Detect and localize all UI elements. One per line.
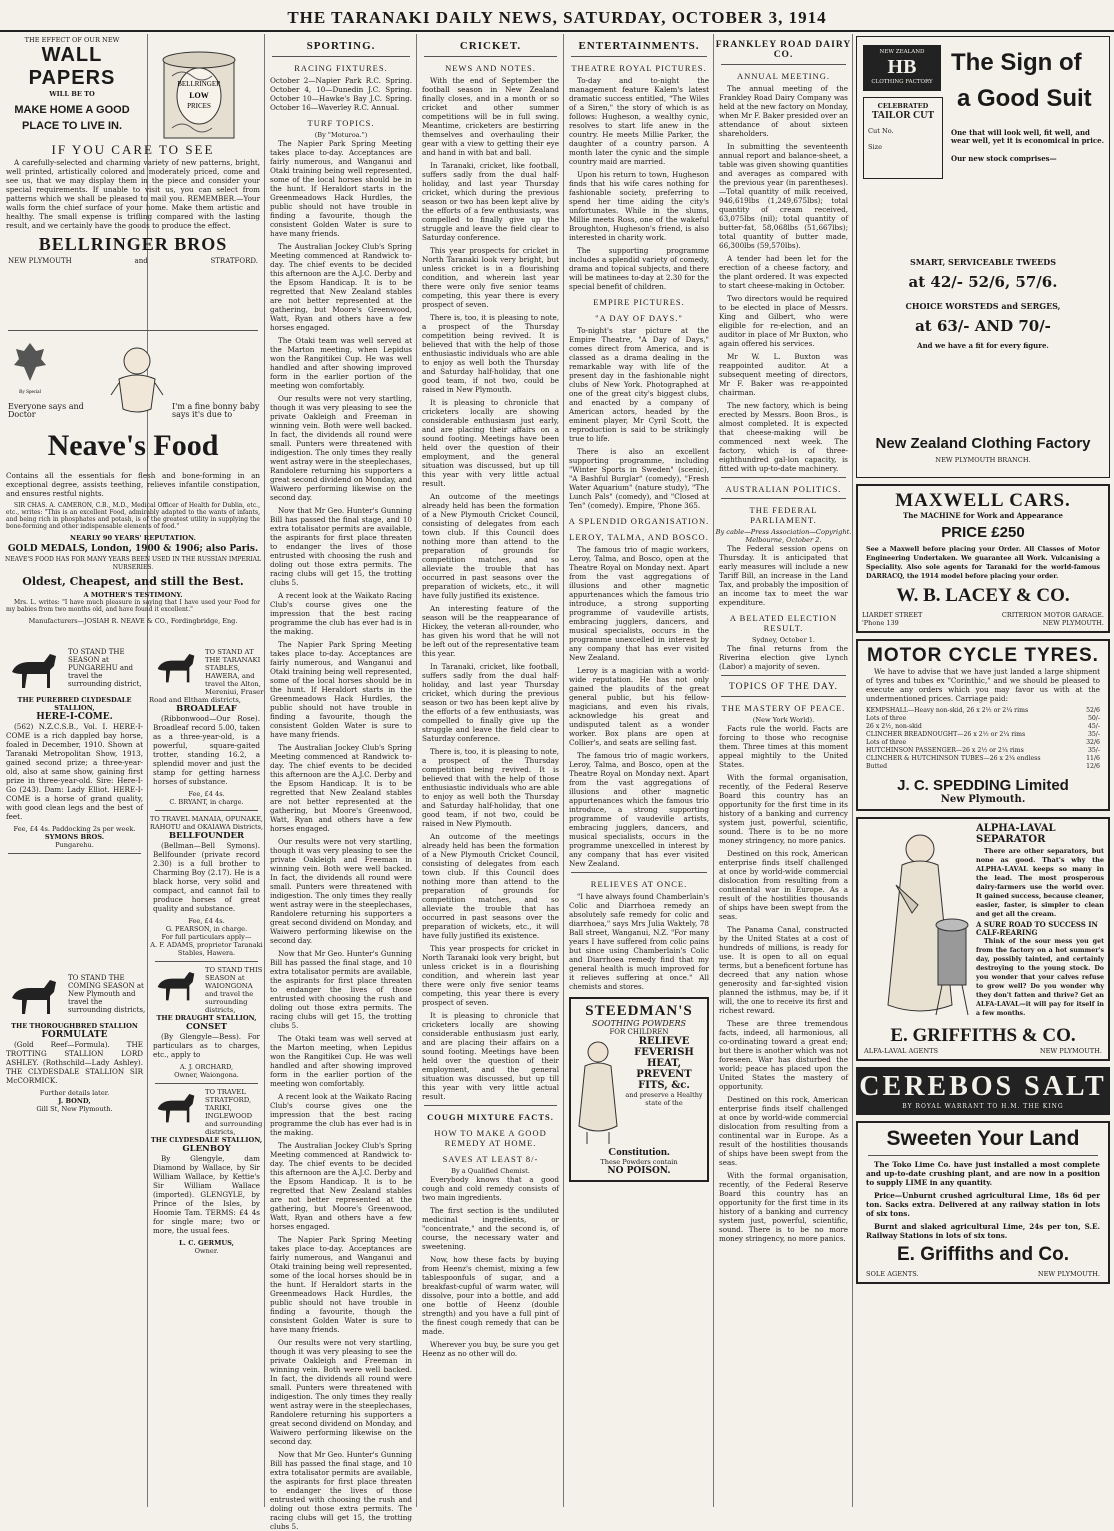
cerebos-title: CEREBOS SALT <box>859 1071 1107 1102</box>
tyre-price: 11/6 <box>1086 755 1100 762</box>
relieves-heading: RELIEVES AT ONCE. <box>590 879 688 889</box>
tyre-price-row <box>866 755 1100 763</box>
stallion4-lead: TO TRAVEL MANAIA, OPUNAKE, RAHOTU and OKAIAWA Districts, <box>149 815 264 831</box>
stallion2-body: (Gold Reef—Formula). THE TROTTING STALLION LORD ASHLEY. (Rothschild—Lady Ashley). THE CLYDESDALE STALLION SIR McCORMICK. <box>6 1040 143 1085</box>
wallpaper-line4: PLACE TO LIVE IN. <box>21 120 123 132</box>
stallion1-place: Pungarehu. <box>55 841 94 849</box>
tyres-text: We have to advise that we have just landed a large shipment of tyres and tubes ex "Corinthic," and we should be pleased to execute any orders which you may favor us with at the undermentioned prices. Carriage paid: <box>866 667 1100 703</box>
hb-bottom: CLOTHING FACTORY <box>871 79 933 85</box>
cough-p3: Now, how these facts by buying from Heenz's chemist, mixing a few tablespoonfuls of sugar, and a breakfast-cupful of warm water, will dissolve, pour into a bottle, and add one bottle of Heenz (double strength) and you have a full pint of the finest cough remedy that can be made. <box>422 1255 559 1336</box>
neaves-quote: SIR CHAS. A. CAMERON, C.B., M.D., Medical Officer of Health for Dublin, etc., etc., writes: "This is an excellent Food, admirably adapted to the wants of infants, and being rich in phosphates and potash, is of the greatest utility in supplying the bone-forming and other indispensable elements of food." <box>6 502 260 530</box>
cough-p1: Everybody knows that a good cough and cold remedy consists of two main ingredients. <box>422 1175 559 1202</box>
stallion4-owner: G. PEARSON, in charge. <box>165 925 248 933</box>
stallion2-lead: TO STAND THE COMING SEASON at New Plymouth and travel the surrounding districts, <box>68 974 146 1014</box>
tweeds-label: SMART, SERVICEABLE TWEEDS <box>910 257 1056 267</box>
stallion1-name: THE PUREBRED CLYDESDALE STALLION, <box>17 696 132 712</box>
neaves-speech-right: I'm a fine bonny baby says it's due to <box>172 402 260 419</box>
alpha-text2: A SURE ROAD TO SUCCESS IN CALF-REARING <box>976 920 1098 937</box>
tyre-price: 35/- <box>1087 731 1100 738</box>
stallion-ad-hereicome <box>2 648 147 849</box>
cricket-p7: An interesting feature of the season will be the reappearance of Hickey, the veteran all-rounder, who has given his word that he will not be left out of the representative team this year. <box>422 604 559 658</box>
tyre-price: 32/6 <box>1086 739 1100 746</box>
neaves-title: Neave's Food <box>47 429 219 462</box>
sweeten-text3: Burnt and slaked agricultural Lime, 24s per ton, S.E. Railway Stations in lots of six tons. <box>866 1222 1100 1240</box>
neaves-used: NEAVE'S FOOD HAS FOR MANY YEARS BEEN USED IN THE RUSSIAN IMPERIAL NURSERIES. <box>5 556 261 571</box>
svg-text:PRICES: PRICES <box>187 102 211 110</box>
alpha-laval-ad <box>856 817 1110 1061</box>
turf-p3-cont: The Otaki team was well served at the Marton meeting, when Lepidus won the Rangitikei Cup. He was well handled and after showing improved form in the earlier portion of the meeting won comfortably. <box>270 1034 412 1088</box>
mastery-byline: (New York World). <box>752 716 815 724</box>
fit-label: And we have a fit for every figure. <box>917 341 1049 350</box>
ent-p5: There is also an excellent supporting programme, including "Winter Sports in Sweden" (scenic), "A Bashful Burglar" (comedy), "Fresh Water Aquarium" (nature study), "The Lunch Pals" (comedy), and "Closed at Ten" (comedy). Empire, 'Phone 365. <box>569 447 709 510</box>
cerebos-ad <box>856 1067 1110 1115</box>
griffiths2-left: SOLE AGENTS. <box>866 1270 919 1278</box>
horse-icon <box>151 650 201 688</box>
stallion6-name: THE CLYDESDALE STALLION, <box>150 1136 263 1144</box>
steedmans-ad <box>569 997 709 1182</box>
horse-icon <box>4 976 64 1020</box>
stallion4-terms: Fee, £4 4s. <box>188 917 225 925</box>
neaves-slogan: Oldest, Cheapest, and still the Best. <box>22 575 244 588</box>
stallion2-terms: Further details later. <box>39 1089 110 1097</box>
maxwell-price: PRICE £250 <box>941 524 1025 541</box>
lacey-town: NEW PLYMOUTH. <box>1042 619 1104 627</box>
neaves-speech-left: Everyone says and Doctor <box>8 402 84 419</box>
turf-p3: The Otaki team was well served at the Marton meeting, when Lepidus won the Rangitikei Cup. He was well handled and after showing improved form in the earlier portion of the meeting won comfortably. <box>270 336 412 390</box>
lacey-street: LIARDET STREET <box>862 611 923 619</box>
steedman-l5: FITS, &c. <box>638 1080 690 1091</box>
empire-heading: EMPIRE PICTURES. <box>593 297 685 307</box>
turf-p6: A recent look at the Waikato Racing Club's course gives one the impression that the best racing programme the club has ever had is in the making. <box>270 591 412 636</box>
stallion5-place: Owner, Waiongona. <box>174 1071 239 1079</box>
frankley-p3: A tender had been let for the erection of a cheese factory, and the plant ordered. It was expected to start cheese-making in October. <box>719 254 848 290</box>
stallion5-lead: TO STAND THIS SEASON at WAIONGONA and travel the surrounding districts, <box>205 966 263 1014</box>
masthead <box>0 0 1114 32</box>
column-stallions-2 <box>149 648 264 1507</box>
day-of-days-heading: "A DAY OF DAYS." <box>595 313 683 323</box>
stallion2-horse: FORMULATE <box>41 1030 108 1040</box>
sign-line2: a Good Suit <box>957 85 1092 112</box>
griffiths-town: NEW PLYMOUTH. <box>1039 1047 1102 1055</box>
steedman-l4: PREVENT <box>636 1069 692 1080</box>
stallion6-place: Owner. <box>194 1247 219 1255</box>
turf-p2-more: The Australian Jockey Club's Spring Meeting commenced at Randwick to-day. The chief events to be decided this afternoon are the A.J.C. Derby and the Epsom Handicap. It is to be regretted that New Zealand stables are not better represented at the gathering, but Moore's Greenwood, Watt, Ryan and others have a few horses engaged. <box>270 1141 412 1231</box>
election-text: The final returns from the Riverina election give Lynch (Labor) a majority of seven. <box>719 644 848 671</box>
neaves-years: NEARLY 90 YEARS' REPUTATION. <box>70 534 196 542</box>
nzcf-title: New Zealand Clothing Factory <box>875 435 1091 452</box>
tyre-label: 26 x 2½, non-skid <box>866 723 922 730</box>
column-ads-right <box>854 34 1112 1507</box>
stallion3-body: (Ribbonwood—Our Rose). Broadleaf record 5.00, taken as a three-year-old, is a powerful, square-gaited trotter, standing 16.2, a splendid mover and just the stamp for getting harness horses of substance. <box>153 714 260 786</box>
ent-p1: To-day and to-night the management feature Kalem's latest dramatic success entitled, "The Wiles of a Siren," the story of which is as follows: Hugheson, a wealthy cynic, resolves to start life anew in the country. He meets Millie Parker, the daughter of a country parson. A month later the cynic and the simple country maid are married. <box>569 76 709 166</box>
clothing-factory-ad <box>856 36 1110 478</box>
frankley-p6: The new factory, which is being erected by Messrs. Boon Bros., is almost completed. It is expected that cheese-making will be commenced next week. The factory, which is of three-eighthundred gal-lon capacity, is fitted with up-to-date machinery. <box>719 401 848 473</box>
cricket-p4: There is, too, it is pleasing to note, a prospect of the Thursday competition being revived. It is believed that with the help of those enthusiastic individuals who are able to enjoy as well both the Thursday and Saturday half-holiday, that one good team, if not two, could be raised in New Plymouth. <box>422 313 559 394</box>
worsteds-label: CHOICE WORSTEDS and SERGES, <box>905 301 1061 311</box>
mastery-heading: THE MASTERY OF PEACE. <box>721 703 846 713</box>
australian-politics-heading: AUSTRALIAN POLITICS. <box>725 484 842 494</box>
cricket-p5-cont: It is pleasing to chronicle that cricketers locally are showing considerable enthusiasm just early, and are placing their affairs on a sound footing. Meetings have been held over the question of their employment, and the general situation was discussed, but up till this year with very little actual result. <box>422 1011 559 1101</box>
column-entertainments <box>565 34 713 1507</box>
election-heading: A BELATED ELECTION RESULT. <box>729 613 838 633</box>
turf-p2-cont: The Australian Jockey Club's Spring Meeting commenced at Randwick to-day. The chief events to be decided this afternoon are the A.J.C. Derby and the Epsom Handicap. It is to be regretted that New Zealand stables are not better represented at the gathering, but Moore's Greenwood, Watt, Ryan and others have a few horses engaged. <box>270 743 412 833</box>
griffiths2-title: E. Griffiths and Co. <box>896 1244 1070 1265</box>
tyre-label: CLINCHER & HUTCHINSON TUBES—26 x 2¼ endless <box>866 755 1041 762</box>
cricket-p1: With the end of September the football season in New Zealand finally closes, and in a month or so cricket and other summer competitions will be in full swing. Meantime, cricketers are bestirring themselves and overhauling their gear with a view to getting their eye and hand in with bat and ball. <box>422 76 559 157</box>
svg-text:BELLRINGER: BELLRINGER <box>177 80 221 88</box>
stallion-ad-glenboy <box>149 1088 264 1255</box>
steedman-for: FOR CHILDREN <box>609 1028 669 1036</box>
turf-p5-more: Now that Mr Geo. Hunter's Gunning Bill has passed the final stage, and 10 extra totalisator permits are available, the aspirants for first place threaten to endanger the lives of those entrusted with choosing the rush and doling out those extra permits. The racing clubs will get 15, the trotting clubs 5. <box>270 1450 412 1531</box>
stallion2-owner: J. BOND, <box>58 1097 91 1105</box>
tyre-price-row <box>866 731 1100 739</box>
stallion6-horse: GLENBOY <box>182 1144 231 1154</box>
tyres-title: MOTOR CYCLE TYRES. <box>867 645 1099 666</box>
steedman-l2: FEVERISH <box>634 1047 694 1058</box>
maxwell-ad <box>856 484 1110 633</box>
cricket-p2: In Taranaki, cricket, like football, suffers sadly from the dual half-holiday, and last year Thursday cricket, which during the previous season or two has been kept alive by the efforts of a few enthusiasts, was compelled to finally give up the struggle and leave the field clear to Saturday conference. <box>422 161 559 242</box>
ent-p3: The supporting programme includes a splendid variety of comedy, drama and topical subjects, and there will be matinees to-day at 2.30 for the special benefit of children. <box>569 246 709 291</box>
sign-line1: The Sign of <box>951 49 1082 76</box>
stallion1-body: (562) N.Z.C.S.B., Vol. I. HERE-I-COME is a rich dappled bay horse, foaled in December, 1910. Shown at Taranaki Metropolitan Show, 1913, gained second prize; a three-year-old, also at same show, gaining first prize in three-year-old. Sire: Here-I-Go (243). Dam: Lady Elliot. HERE-I-COME is a horse of grand quality, with good clean legs and the best of feet. <box>6 722 143 821</box>
cough-p4: Wherever you buy, be sure you get Heenz as no other will do. <box>422 1340 559 1358</box>
tailor-tag <box>863 97 943 179</box>
wallpaper-ad <box>2 36 264 326</box>
tyre-label: Lots of three <box>866 739 907 746</box>
column-cricket <box>418 34 563 1507</box>
steedman-l7: Constitution. <box>608 1146 670 1158</box>
tyre-price: 52/6 <box>1086 707 1100 714</box>
cerebos-sub: BY ROYAL WARRANT TO H.M. THE KING <box>902 1103 1064 1110</box>
tyre-price-row <box>866 723 1100 731</box>
tyre-price-row <box>866 763 1100 771</box>
column-frankley <box>715 34 852 1507</box>
stallion1-lead: TO STAND THE SEASON at PUNGAREHU and travel the surrounding district, <box>68 648 142 688</box>
frankley-p1: The annual meeting of the Frankley Road Dairy Company was held at the new factory on Monday, when Mr F. Baker presided over an attendance of about sixteen shareholders. <box>719 84 848 138</box>
cricket-p2-cont: In Taranaki, cricket, like football, suffers sadly from the dual half-holiday, and last year Thursday cricket, which during the previous season or two has been kept alive by the efforts of a few enthusiasts, was compelled to finally give up the struggle and leave the field clear to Saturday conference. <box>422 662 559 743</box>
cricket-p6: An outcome of the meetings already held has been the formation of a New Plymouth Cricket Council, consisting of delegates from each town club. If this Council does nothing more than attend to the preparation of grounds for competition matches, and so alleviate the trouble that has occurred in past seasons over the preparation of wickets, etc., it will have fully justified its existence. <box>422 492 559 600</box>
cough-p2: The first section is the undiluted medicinal ingredients, or "concentrate," and the second is, of course, the necessary water and sweetening. <box>422 1206 559 1251</box>
tyres-ad <box>856 639 1110 811</box>
wallpaper-town-and: and <box>134 257 148 265</box>
wallpaper-town-left: NEW PLYMOUTH <box>8 257 72 265</box>
neaves-testimony: Mrs. L. writes: "I have much pleasure in saying that I have used your Food for my babies from two months old, and have found it excellent." <box>6 599 260 613</box>
child-figure-illustration <box>573 1036 623 1146</box>
sweeten-title: Sweeten Your Land <box>886 1127 1080 1150</box>
cough-heading: COUGH MIXTURE FACTS. <box>427 1112 554 1122</box>
steedman-l9: NO POISON. <box>607 1166 671 1176</box>
stallion4-horse: BELLFOUNDER <box>168 831 245 841</box>
celebrated-label: CELEBRATED <box>877 102 929 110</box>
tyre-label: KEMPSHALL—Heavy non-skid, 26 x 2½ or 2¼ rims <box>866 707 1029 714</box>
stallion6-lead: TO TRAVEL STRATFORD, TARIKI, INGLEWOOD and surrounding districts, <box>205 1088 263 1136</box>
stallion-ad-formulate <box>2 974 147 1113</box>
neaves-footer: Manufacturers—JOSIAH R. NEAVE & CO., Fordingbridge, Eng. <box>28 617 238 625</box>
spedding-title: J. C. SPEDDING Limited <box>897 777 1069 794</box>
cricket-subheading: NEWS AND NOTES. <box>445 63 536 73</box>
alpha-text: There are other separators, but none as good. That's why the ALPHA-LAVAL keeps so many in the lead. The most prosperous dairy-farmers use the world over. It gained success, because cleaner, easier, faster, is simpler to clean and get all the cream. <box>976 847 1104 918</box>
turf-p4-more: Our results were not very startling, though it was very pleasing to see the private Oakleigh and Freeman in winning vein. Both were well backed. In fact, the dividends all round were small. Punters were threatened with indigestion. The only times they really went astray were in the steeplechases, Randolere returning his supporters a great second dividend on Monday, and Waiwero performing likewise on the second day. <box>270 1338 412 1446</box>
stallion6-body: By Glengyle, dam Diamond by Wallace, by Sir William Wallace, by Kettie's Sir William Wallace (imported). GLENGYLE, by Prince of the Isles, by Hoomie Tam. TERMS: £4 4s for single mare; two or more, the usual fees. <box>153 1154 260 1235</box>
cough-saves: SAVES AT LEAST 8/- <box>442 1154 539 1164</box>
lacey-title: W. B. LACEY & CO. <box>896 585 1070 606</box>
ent-p2: Upon his return to town, Hugheson finds that his wife cares nothing for fashionable society, preferring to spend her time aiding the city's unfortunates. While in the slums, Millie meets Ross, one of the wakeful Broughton, Hugheson's friend, is also interested in charity work. <box>569 170 709 242</box>
tyre-price: 12/6 <box>1086 763 1100 770</box>
ent-p4: To-night's star picture at the Empire Theatre, "A Day of Days," comes direct from America, and is classed as a drama dealing in the remarkable way with life of the present day in the fashionable night clubs of New York. Photographed at one of the great city's biggest clubs, and enacted by a company of American actors, headed by the eminent player, Mr Cyril Scott, the reproduction is said to be strikingly true to life. <box>569 326 709 443</box>
turf-heading: TURF TOPICS. <box>307 118 375 128</box>
steedman-l3: HEAT, <box>646 1058 682 1069</box>
tyre-price-row <box>866 747 1100 755</box>
sign-text: One that will look well, fit well, and wear well, yet it is economical in price. <box>951 128 1105 145</box>
mastery-p2: With the formal organisation, recently, of the Federal Reserve Board this country has an opportunity for the first time in its history of a banking and currency system just, powerful, scientific, sound. There is to be no more money stringency, no more panics. <box>719 773 848 845</box>
steedman-sub: SOOTHING POWDERS <box>592 1019 686 1028</box>
ent-p7: Leroy is a magician with a world-wide reputation. He has not only gained the plaudits of the great general public, but his fellow-magicians, and even his rivals, acknowledge his great and undisputed talent as a wonder worker. Box plans are open at Collier's, and seats are selling fast. <box>569 666 709 747</box>
leroy-heading: LEROY, TALMA, AND BOSCO. <box>569 532 709 542</box>
relieves-text: "I have always found Chamberlain's Colic and Diarrhoea remedy an absolutely safe remedy for colic and diarrhoea," says Mrs Julia Waktely, 78 Ball street, Wanganui, N.Z. "For many years I have suffered from colic pains but since using Chamberlain's Colic and Diarrhoea remedy find that my general health is much improved for it relieves suffering at once." All chemists and stores. <box>569 892 709 991</box>
stallion6-owner: L. C. GERMUS, <box>179 1239 234 1247</box>
hb-label-box <box>863 45 941 91</box>
stallion3-owner: C. BRYANT, in charge. <box>169 798 244 806</box>
mastery-p1: Facts rule the world. Facts are forcing to those who recognise them. Three times at this moment appeal mightily to the United States. <box>719 724 848 769</box>
lacey-garage: CRITERION MOTOR GARAGE. <box>1001 611 1104 619</box>
svg-text:By Special: By Special <box>19 390 41 395</box>
baby-illustration <box>107 343 167 427</box>
stallion-ad-bellfounder <box>149 815 264 957</box>
toko-lime-ad <box>856 1121 1110 1284</box>
federal-byline: By cable—Press Association—Copyright. Melbourne, October 2. <box>715 528 852 544</box>
maxwell-sub: The MACHINE for Work and Appearance <box>903 511 1063 520</box>
cough-byline: By a Qualified Chemist. <box>451 1167 530 1175</box>
neaves-body: Contains all the essentials for flesh and bone-forming in an exceptional degree, assists teething, relieves infantile constipation, and ensures restful nights. <box>6 471 260 498</box>
organisation-heading: A SPLENDID ORGANISATION. <box>568 516 710 526</box>
tweeds-price: at 42/- 52/6, 57/6. <box>908 273 1058 291</box>
stallion1-horse: HERE-I-COME. <box>36 712 113 722</box>
turf-p1: The Napier Park Spring Meeting takes place to-day. Acceptances are fairly numerous, and Wanganui and Otaki training being well represented, some of the local horses should be in the hunt. If Heraldort starts in the Greenmeadows Hack Hurdles, the public should not have trouble in finding a favourite, though the consistent Golden Water is sure to have many friends. <box>270 139 412 238</box>
spedding-town: New Plymouth. <box>940 794 1026 805</box>
stallion2-name: THE THOROUGHBRED STALLION <box>11 1022 138 1030</box>
column-stallions-1 <box>2 648 147 1507</box>
wallpaper-title: WALL PAPERS <box>28 44 116 89</box>
turf-p5: Now that Mr Geo. Hunter's Gunning Bill has passed the final stage, and 10 extra totalisator permits are available, the aspirants for first place threaten to endanger the lives of those entrusted with choosing the rush and doling out those extra permits. The racing clubs will get 15, the trotting clubs 5. <box>270 506 412 587</box>
theatre-royal-heading: THEATRE ROYAL PICTURES. <box>571 63 707 73</box>
sweeten-text: The Toko Lime Co. have just installed a most complete and up-to-date crushing plant, and are now in a position to supply LIME in any quantity. <box>866 1160 1100 1187</box>
tyre-price-row <box>866 715 1100 723</box>
tyre-label: Lots of three <box>866 715 907 722</box>
turf-p5-cont: Now that Mr Geo. Hunter's Gunning Bill has passed the final stage, and 10 extra totalisator permits are available, the aspirants for first place threaten to endanger the lives of those entrusted with choosing the rush and doling out those extra permits. The racing clubs will get 15, the trotting clubs 5. <box>270 949 412 1030</box>
tyre-price: 50/- <box>1087 715 1100 722</box>
wallpaper-line3: MAKE HOME A GOOD <box>14 104 130 116</box>
horse-icon <box>151 1090 201 1128</box>
alpha-text3: Think of the sour mess you get from the factory on a hot summer's day, possibly tainted, and certainly destroying to the young stock. Do you wonder that your calves refuse to grow well? Do you wonder why they don't fatten and thrive? Get an ALFA-LAVAL—it will pay for itself in a few months. <box>976 938 1104 1017</box>
crest-illustration <box>10 339 50 403</box>
cricket-p3-cont: This year prospects for cricket in North Taranaki look very bright, but unless cricket is in a flourishing condition, and wherein last year there were only five senior teams competing, this year there is every prospect of seven. <box>422 944 559 1007</box>
maxwell-text: See a Maxwell before placing your Order. All Classes of Motor Engineering Undertaken. We guarantee all Work. Vulcanising a Speciality. Also sole agents for Taranaki for the world-famous DARRACQ, the 1914 model before placing your order. <box>866 545 1100 580</box>
cricket-p4-cont: There is, too, it is pleasing to note, a prospect of the Thursday competition being revived. It is believed that with the help of those enthusiastic individuals who are able to enjoy as well both the Thursday and Saturday half-holiday, that one good team, if not two, could be raised in New Plymouth. <box>422 747 559 828</box>
stallion-ad-conset <box>149 966 264 1079</box>
stallion4-agent: A. F. ADAMS, proprietor Taranaki Stables, Hawera. <box>150 941 263 957</box>
maxwell-title: MAXWELL CARS. <box>895 490 1071 511</box>
tailor-cut-label: TAILOR CUT <box>871 110 935 121</box>
griffiths-sub: ALFA-LAVAL AGENTS <box>864 1047 939 1055</box>
cricket-heading: CRICKET. <box>459 40 522 52</box>
turf-p1-more: The Napier Park Spring Meeting takes place to-day. Acceptances are fairly numerous, and Wanganui and Otaki training being well represented, some of the local horses should be in the hunt. If Heraldort starts in the Greenmeadows Hack Hurdles, the public should not have trouble in finding a favourite, though the consistent Golden Water is sure to have many friends. <box>270 1235 412 1334</box>
tyre-price-list <box>866 707 1100 771</box>
frankley-p4: Two directors would be required to be elected in place of Messrs. King and Gilbert, who were eligible for re-election, and an auditor in place of Mr Buxton, who again offered his services. <box>719 294 848 348</box>
sweeten-text2: Price—Unburnt crushed agricultural Lime, 18s 6d per ton. Sacks extra. Delivered at any railway station in lots of six tons. <box>866 1191 1100 1218</box>
cricket-p5: It is pleasing to chronicle that cricketers locally are showing considerable enthusiasm just early, and are placing their affairs on a sound footing. Meetings have been held over the question of their employment, and the general situation was discussed, but up till this year with very little actual result. <box>422 398 559 488</box>
wallpaper-line2: WILL BE TO <box>49 90 95 98</box>
stallion1-terms: Fee, £4 4s. Paddocking 2s per week. <box>13 825 136 833</box>
griffiths-title: E. GRIFFITHS & CO. <box>890 1025 1076 1046</box>
election-byline: Sydney, October 1. <box>751 636 816 644</box>
turf-p4: Our results were not very startling, though it was very pleasing to see the private Oakleigh and Freeman in winning vein. Both were well backed. In fact, the dividends all round were small. Punters were threatened with indigestion. The only times they really went astray were in the steeplechases, Randolere returning his supporters a great second dividend on Monday, and Waiwero performing likewise on the second day. <box>270 394 412 502</box>
wallpaper-body: A carefully-selected and charming variety of new patterns, bright, well printed, artistically colored and moderately priced, come and see us, that we may display them in the piece and consider your special requirements. If unable to visit us, you can select from patterns which we shall be pleased to mail you. REMEMBER.—Your walls form the chief surface of your home. Make them artistic and healthy. The small expense is trifling compared with the lasting result, and we certainly have the goods to produce the effect. <box>6 158 260 230</box>
sign-text2: Our new stock comprises— <box>951 154 1057 163</box>
stallion5-owner: A. J. ORCHARD, <box>179 1063 234 1071</box>
mastery-p5: These are three tremendous facts, indeed, all harmonious, all co-ordinating toward a great end; but there is another which was not foreseen. War has disturbed the world; peace has placed upon the United States the mastery of opportunity. <box>719 1019 848 1091</box>
wallpaper-kicker: THE EFFECT OF OUR NEW <box>24 36 120 44</box>
steedman-l6: and preserve a Healthy state of the <box>625 1091 703 1107</box>
svg-text:LOW: LOW <box>189 91 209 100</box>
stallion3-terms: Fee, £4 4s. <box>188 790 225 798</box>
mastery-p3-cont: Destined on this rock, American enterprise finds itself challenged at once by world-wide commercial dislocation from resulting from a continental war in Europe. As a result of the hostilities thousands of ships have been swept from the seas. <box>719 1095 848 1167</box>
frankley-p2: In submitting the seventeenth annual report and balance-sheet, a table was given showing quantities and averages as compared with the previous year (in parentheses).—Total quantity of milk received, 946,619lbs (1,249,675lbs); total quantity of cream received, 63,075lbs (nil); total quantity of butter-fat, 58,068lbs (51,667lbs); total quantity of butter made, 66,300lbs (59,570lbs). <box>719 142 848 250</box>
size-label: Size <box>868 143 883 151</box>
sporting-heading: SPORTING. <box>306 40 376 52</box>
horse-icon <box>4 650 64 694</box>
turf-p2: The Australian Jockey Club's Spring Meeting commenced at Randwick to-day. The chief events to be decided this afternoon are the A.J.C. Derby and the Epsom Handicap. It is to be regretted that New Zealand stables are not better represented at the gathering, but Moore's Greenwood, Watt, Ryan and others have a few horses engaged. <box>270 242 412 332</box>
wallpaper-line5: IF YOU CARE TO SEE <box>51 142 215 157</box>
annual-meeting-heading: ANNUAL MEETING. <box>736 71 831 81</box>
mastery-p2-cont: With the formal organisation, recently, of the Federal Reserve Board this country has an opportunity for the first time in its history of a banking and currency system just, powerful, scientific, sound. There is to be no more money stringency, no more panics. <box>719 1171 848 1243</box>
stallion3-horse: BROADLEAF <box>176 704 237 714</box>
neaves-food-ad <box>2 335 264 645</box>
nzcf-branch: NEW PLYMOUTH BRANCH. <box>935 456 1031 464</box>
turf-p1-cont: The Napier Park Spring Meeting takes place to-day. Acceptances are fairly numerous, and Wanganui and Otaki training being well represented, some of the local horses should be in the hunt. If Heraldort starts in the Greenmeadows Hack Hurdles, the public should not have trouble in finding a favourite, though the consistent Golden Water is sure to have many friends. <box>270 640 412 739</box>
turf-p6-cont: A recent look at the Waikato Racing Club's course gives one the impression that the best racing programme the club has ever had is in the making. <box>270 1092 412 1137</box>
lacey-phone: 'Phone 139 <box>862 619 899 627</box>
turf-p4-cont: Our results were not very startling, though it was very pleasing to see the private Oakleigh and Freeman in winning vein. Both were well backed. In fact, the dividends all round were small. Punters were threatened with indigestion. The only times they really went astray were in the steeplechases, Randolere returning his supporters a great second dividend on Monday, and Waiwero performing likewise on the second day. <box>270 837 412 945</box>
cut-no-label: Cut No. <box>868 127 894 135</box>
stallion1-owner: SYMONS BROS. <box>44 833 105 841</box>
wallpaper-firm: BELLRINGER BROS <box>38 234 228 254</box>
hb-top: NEW ZEALAND <box>879 49 925 55</box>
ent-p6-cont: The famous trio of magic workers, Leroy, Talma, and Bosco, open at the Theatre Royal on Monday next. Apart from the vast aggregations of illusions and other magnetic appurtenances which the famous trio introduce, a strong supporting programme of vaudeville artists, embracing jugglers, dancers, and musical specialists, occurs in the programme unexcelled in interest by any company that has ever visited New Zealand. <box>569 751 709 868</box>
mastery-p4: The Panama Canal, constructed by the United States at a cost of hundreds of millions, is ready for use. It is open to all on equal terms, but a beneficent fortune has decreed that any nation whose generosity and far-sighted vision planned the isthmus, may be, if it will, the one to receive its first and richest reward. <box>719 925 848 1015</box>
column-sporting <box>266 34 416 1531</box>
topics-heading: TOPICS OF THE DAY. <box>729 682 838 692</box>
ent-p6: The famous trio of magic workers, Leroy, Talma, and Bosco, open at the Theatre Royal on Monday next. Apart from the vast aggregations of illusions and other magnetic appurtenances which the famous trio introduce, a strong supporting programme of vaudeville artists, embracing jugglers, dancers, and musical specialists, occurs in the programme unexcelled in interest by any company that has ever visited New Zealand. <box>569 545 709 662</box>
entertainments-heading: ENTERTAINMENTS. <box>578 40 700 52</box>
cricket-p6-cont: An outcome of the meetings already held has been the formation of a New Plymouth Cricket Council, consisting of delegates from each town club. If this Council does nothing more than attend to the preparation of grounds for competition matches, and so alleviate the trouble that has occurred in past seasons over the preparation of wickets, etc., it will have fully justified its existence. <box>422 832 559 940</box>
separator-illustration <box>862 825 972 1029</box>
fixtures-text: October 2—Napier Park R.C. Spring. October 4, 10—Dunedin J.C. Spring. October 10—Hawke's Bay J.C. Spring. October 16—Waverley R.C. Annual. <box>270 76 412 112</box>
steedman-l8: These Powders contain <box>600 1158 678 1166</box>
steedman-title: STEEDMAN'S <box>585 1003 693 1019</box>
tyre-label: HUTCHINSON PASSENGER—26 x 2½ or 2¼ rims <box>866 747 1024 754</box>
federal-parliament-heading: THE FEDERAL PARLIAMENT. <box>749 505 818 525</box>
tyre-price-row <box>866 707 1100 715</box>
tyre-price: 35/- <box>1087 747 1100 754</box>
wallpaper-town-right: STRATFORD. <box>210 257 258 265</box>
masthead-title: THE TARANAKI DAILY NEWS, SATURDAY, OCTOBER 3, 1914 <box>287 8 827 27</box>
worsteds-price: at 63/- AND 70/- <box>915 317 1051 335</box>
cricket-p3: This year prospects for cricket in North Taranaki look very bright, but unless cricket is in a flourishing condition, and wherein last year there were only five senior teams competing, this year there is every prospect of seven. <box>422 246 559 309</box>
horse-icon <box>151 968 201 1006</box>
frankley-p5: Mr W. L. Buxton was reappointed auditor. At a subsequent meeting of directors, Mr F. Baker was re-appointed chairman. <box>719 352 848 397</box>
griffiths2-right: NEW PLYMOUTH. <box>1037 1270 1100 1278</box>
federal-text: The Federal session opens on Thursday. It is anticipated that early measures will include a new Tariff Bill, an increase in the Land Tax, and probably the imposition of an income tax to meet the war expenditure. <box>719 544 848 607</box>
hb-label: HB <box>887 56 917 78</box>
stallion5-body: (By Glengyle—Bess). For particulars as to charges, etc., apply to <box>153 1032 260 1059</box>
stallion5-name: THE DRAUGHT STALLION, <box>156 1014 257 1022</box>
tyre-price-row <box>866 739 1100 747</box>
stallion4-body: (Bellman—Bell Symons). Bellfounder (private record 2.30) is a full brother to Charming Boy (2.17). He is a black horse, very solid and compact, and cannot fail to produce horses of great quality and substance. <box>153 841 260 913</box>
steedman-l1: RELIEVE <box>638 1036 690 1047</box>
tyre-price: 45/- <box>1087 723 1100 730</box>
stallion3-lead: TO STAND AT THE TARANAKI STABLES, HAWERA, and travel the Alton, Mereniui, Fraser Road and Eltham districts, <box>149 648 264 704</box>
tyre-label: CLINCHER BREADNOUGHT—26 x 2½ or 2¼ rims <box>866 731 1026 738</box>
fixtures-heading: RACING FIXTURES. <box>294 63 388 73</box>
stallion2-place: Gill St, New Plymouth. <box>36 1105 113 1113</box>
stallion-ad-broadleaf <box>149 648 264 806</box>
stallion5-horse: CONSET <box>186 1022 227 1032</box>
turf-byline: (By "Moturoa.") <box>314 131 368 139</box>
wallpaper-roll-illustration <box>152 46 252 150</box>
cough-subheading: HOW TO MAKE A GOOD REMEDY AT HOME. <box>434 1128 547 1148</box>
mastery-p3: Destined on this rock, American enterprise finds itself challenged at once by world-wide commercial dislocation from resulting from a continental war in Europe. As a result of the hostilities thousands of ships have been swept from the seas. <box>719 849 848 921</box>
tyre-label: Butted <box>866 763 888 770</box>
alpha-title: ALPHA-LAVAL SEPARATOR <box>976 823 1056 845</box>
frankley-heading: FRANKLEY ROAD DAIRY CO. <box>715 40 852 60</box>
neaves-medals: GOLD MEDALS, London, 1900 & 1906; also Paris. <box>7 544 259 554</box>
stallion4-apply: For full particulars apply— <box>161 933 252 941</box>
neaves-testimony-head: A MOTHER'S TESTIMONY. <box>83 591 183 599</box>
